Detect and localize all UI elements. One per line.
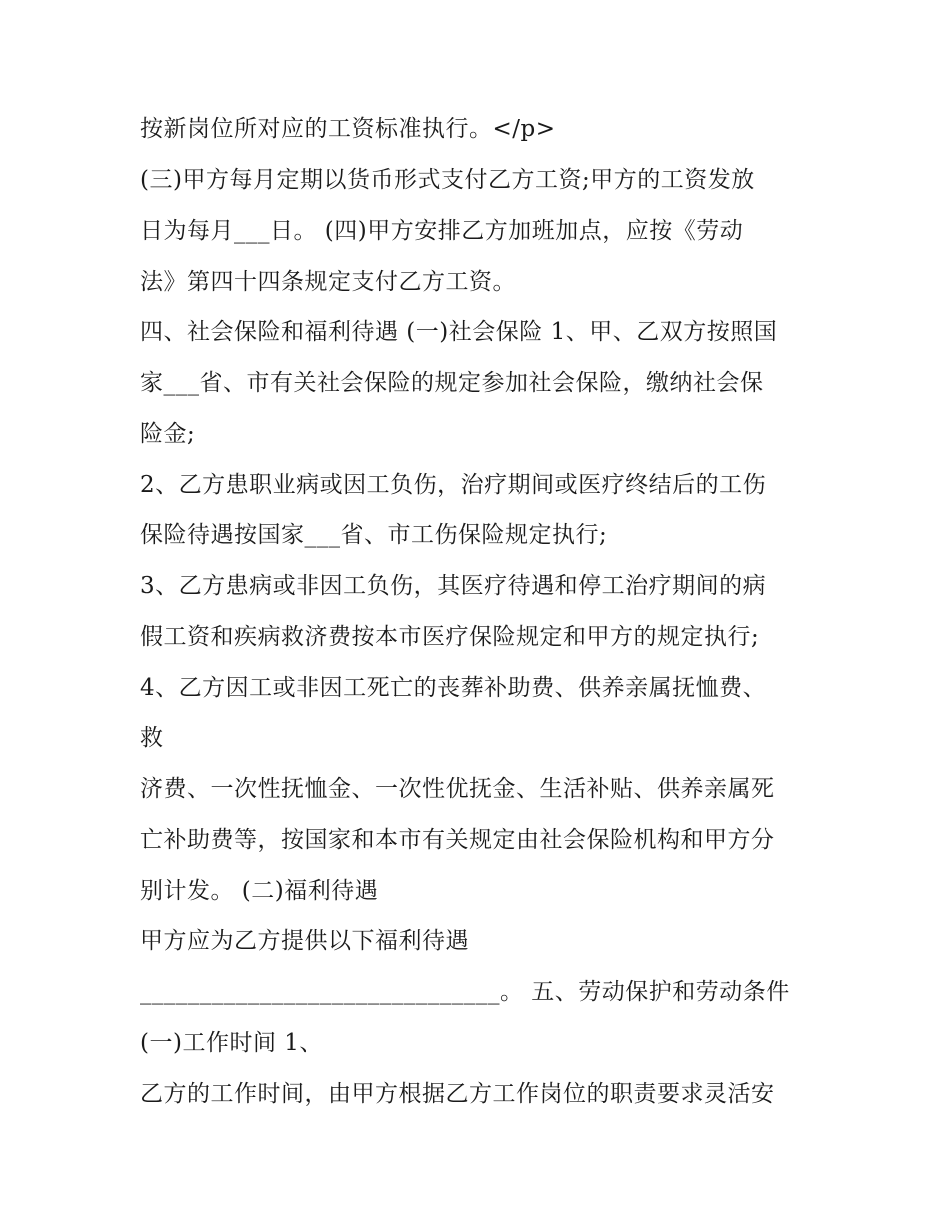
text-line: 家___省、市有关社会保险的规定参加社会保险，缴纳社会保 xyxy=(140,370,764,396)
text-line: 日为每月___日。 (四)甲方安排乙方加班加点，应按《劳动 xyxy=(140,218,744,244)
text-line: 按新岗位所对应的工资标准执行。</p> xyxy=(140,116,556,142)
text-line: 别计发。 (二)福利待遇 xyxy=(140,878,379,904)
text-line: 4、乙方因工或非因工死亡的丧葬补助费、供养亲属抚恤费、 xyxy=(140,675,767,701)
text-line: (三)甲方每月定期以货币形式支付乙方工资;甲方的工资发放 xyxy=(140,167,755,193)
text-line: 亡补助费等，按国家和本市有关规定由社会保险机构和甲方分 xyxy=(140,827,775,853)
text-line: 甲方应为乙方提供以下福利待遇 xyxy=(140,928,469,954)
text-line: (一)工作时间 1、 xyxy=(140,1030,323,1056)
text-line: 救 xyxy=(140,725,164,751)
text-line: 四、社会保险和福利待遇 (一)社会保险 1、甲、乙双方按照国 xyxy=(140,319,778,345)
text-line: ______________________________。 五、劳动保护和劳动条件 xyxy=(140,979,790,1005)
text-line: 假工资和疾病救济费按本市医疗保险规定和甲方的规定执行; xyxy=(140,624,760,650)
text-line: 济费、一次性抚恤金、一次性优抚金、生活补贴、供养亲属死 xyxy=(140,776,775,802)
text-line: 2、乙方患职业病或因工负伤，治疗期间或医疗终结后的工伤 xyxy=(140,472,767,498)
text-line: 保险待遇按国家___省、市工伤保险规定执行; xyxy=(140,522,608,548)
text-line: 险金; xyxy=(140,421,196,447)
text-line: 乙方的工作时间，由甲方根据乙方工作岗位的职责要求灵活安 xyxy=(140,1081,775,1107)
text-line: 法》第四十四条规定支付乙方工资。 xyxy=(140,269,516,295)
text-line: 3、乙方患病或非因工负伤，其医疗待遇和停工治疗期间的病 xyxy=(140,573,767,599)
